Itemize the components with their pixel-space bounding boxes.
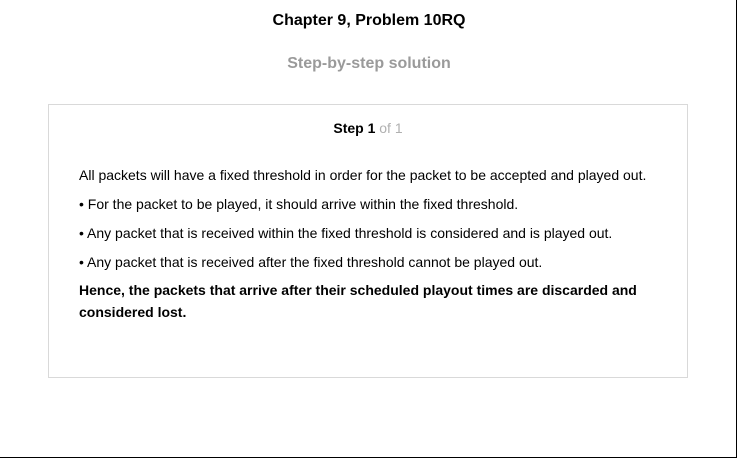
step-count: of 1 xyxy=(379,120,403,136)
solution-conclusion: Hence, the packets that arrive after their scheduled playout times are discarded and considered lost. xyxy=(79,282,637,320)
solution-subtitle: Step-by-step solution xyxy=(287,55,451,72)
solution-bullet: • For the packet to be played, it should arrive within the fixed threshold. xyxy=(79,196,519,212)
step-header xyxy=(49,120,687,136)
solution-bullet: • Any packet that is received after the fixed threshold cannot be played out. xyxy=(79,254,543,270)
chapter-title: Chapter 9, Problem 10RQ xyxy=(272,12,466,29)
solution-paragraph: All packets will have a fixed threshold in order for the packet to be accepted and played out. xyxy=(79,167,647,183)
solution-bullet: • Any packet that is received within the fixed threshold is considered and is played out. xyxy=(79,225,613,241)
step-label: Step 1 xyxy=(333,120,376,136)
solution-content xyxy=(79,167,669,336)
solution-card xyxy=(48,104,688,378)
